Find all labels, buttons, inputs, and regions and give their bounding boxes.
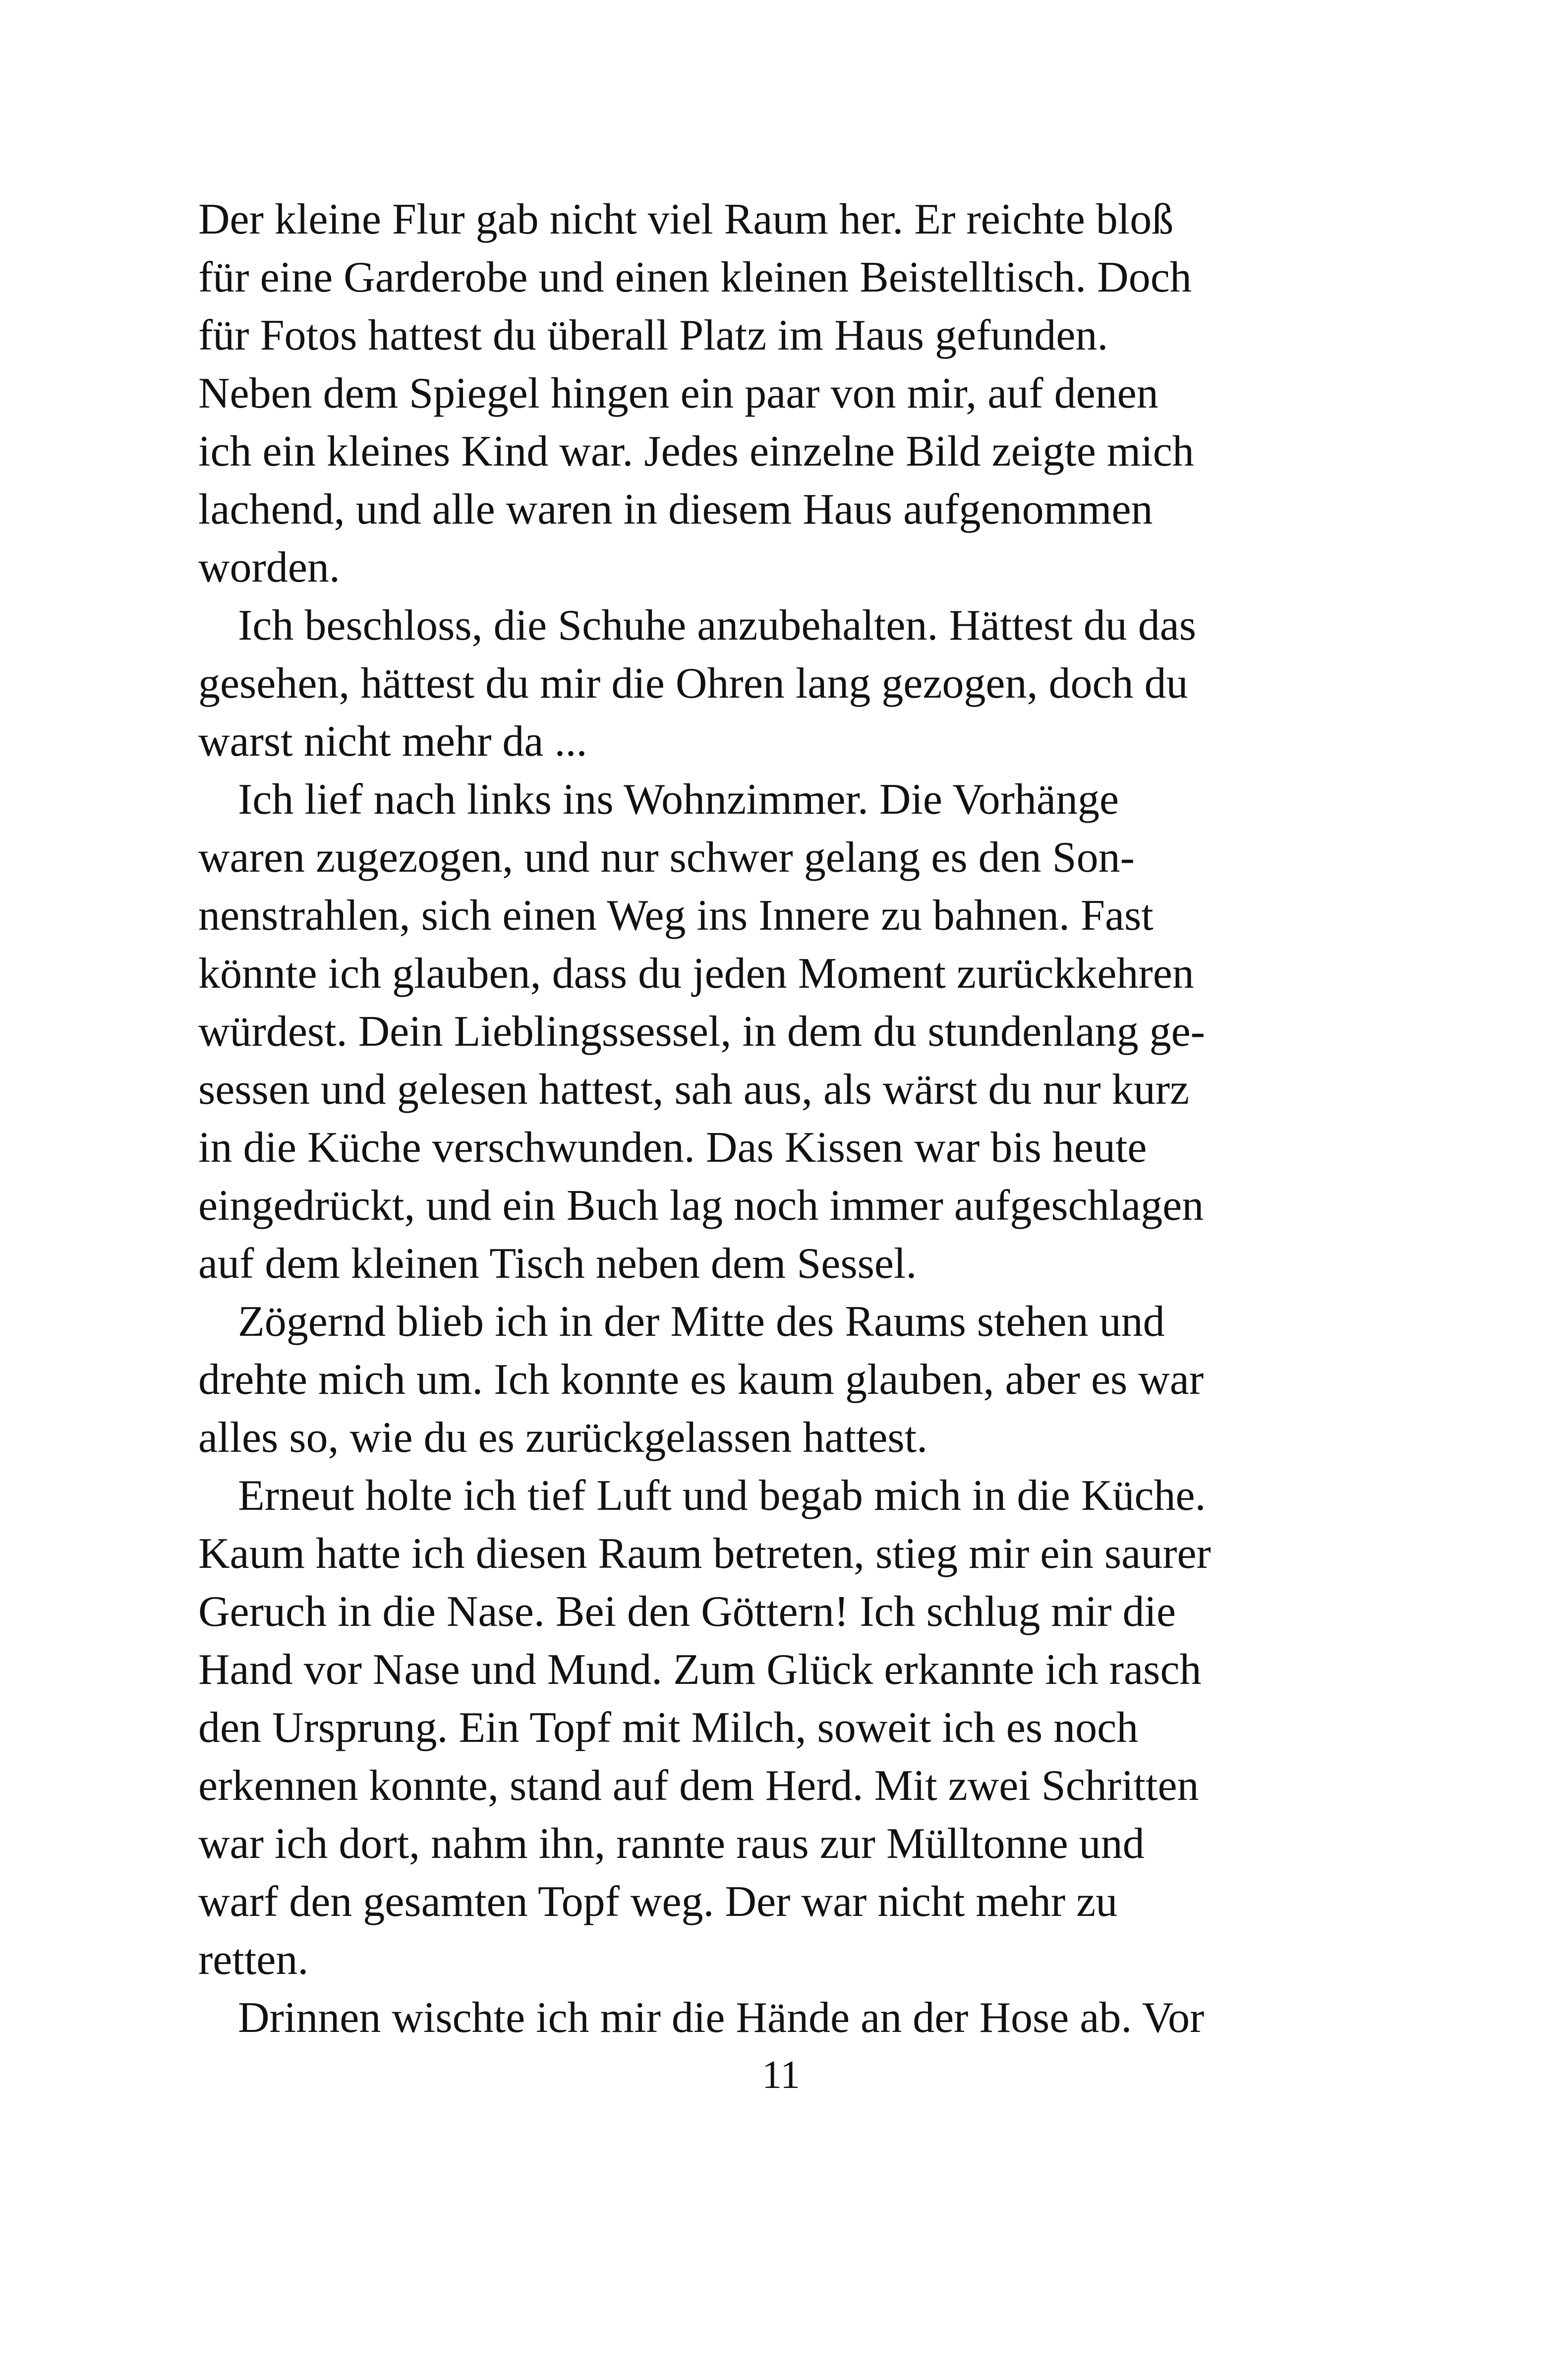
- text-line: Ich lief nach links ins Wohnzimmer. Die Vorhänge: [238, 775, 1119, 824]
- text-line: war ich dort, nahm ihn, rannte raus zur Mülltonne und: [198, 1820, 1145, 1868]
- text-line: warst nicht mehr da ...: [198, 717, 587, 766]
- text-line: Hand vor Nase und Mund. Zum Glück erkannte ich rasch: [198, 1646, 1202, 1694]
- text-line: erkennen konnte, stand auf dem Herd. Mit zwei Schritten: [198, 1762, 1199, 1810]
- text-line: gesehen, hättest du mir die Ohren lang gezogen, doch du: [198, 659, 1188, 708]
- text-line: für eine Garderobe und einen kleinen Beistelltisch. Doch: [198, 253, 1192, 301]
- text-line: alles so, wie du es zurückgelassen hattest.: [198, 1414, 928, 1462]
- text-line: nenstrahlen, sich einen Weg ins Innere zu bahnen. Fast: [198, 892, 1154, 940]
- page-number: 11: [761, 2053, 801, 2097]
- text-line: auf dem kleinen Tisch neben dem Sessel.: [198, 1240, 917, 1288]
- text-line: Neben dem Spiegel hingen ein paar von mir, auf denen: [198, 369, 1158, 417]
- text-line: Drinnen wischte ich mir die Hände an der Hose ab. Vor: [238, 1994, 1205, 2042]
- text-line: eingedrückt, und ein Buch lag noch immer aufgeschlagen: [198, 1182, 1204, 1230]
- text-line: lachend, und alle waren in diesem Haus aufgenommen: [198, 485, 1153, 534]
- text-line: Zögernd blieb ich in der Mitte des Raums stehen und: [238, 1298, 1165, 1346]
- text-line: für Fotos hattest du überall Platz im Haus gefunden.: [198, 311, 1108, 359]
- text-line: Ich beschloss, die Schuhe anzubehalten. Hättest du das: [238, 601, 1196, 650]
- text-line: Der kleine Flur gab nicht viel Raum her. Er reichte bloß: [198, 195, 1174, 243]
- text-line: drehte mich um. Ich konnte es kaum glauben, aber es war: [198, 1356, 1204, 1404]
- text-line: waren zugezogen, und nur schwer gelang es den Son-: [198, 833, 1135, 882]
- text-line: warf den gesamten Topf weg. Der war nicht mehr zu: [198, 1878, 1118, 1926]
- body-text: [198, 190, 1378, 2047]
- text-line: ich ein kleines Kind war. Jedes einzelne Bild zeigte mich: [198, 427, 1194, 476]
- text-line: Kaum hatte ich diesen Raum betreten, stieg mir ein saurer: [198, 1530, 1211, 1578]
- text-line: Geruch in die Nase. Bei den Göttern! Ich schlug mir die: [198, 1588, 1176, 1636]
- text-line: den Ursprung. Ein Topf mit Milch, soweit ich es noch: [198, 1704, 1139, 1752]
- text-line: Erneut holte ich tief Luft und begab mich in die Küche.: [238, 1472, 1206, 1520]
- text-line: worden.: [198, 543, 340, 592]
- text-line: in die Küche verschwunden. Das Kissen war bis heute: [198, 1124, 1147, 1172]
- text-line: könnte ich glauben, dass du jeden Moment zurückkehren: [198, 950, 1194, 998]
- text-line: sessen und gelesen hattest, sah aus, als wärst du nur kurz: [198, 1066, 1190, 1114]
- text-line: retten.: [198, 1936, 309, 1984]
- text-line: würdest. Dein Lieblingssessel, in dem du stundenlang ge-: [198, 1008, 1205, 1056]
